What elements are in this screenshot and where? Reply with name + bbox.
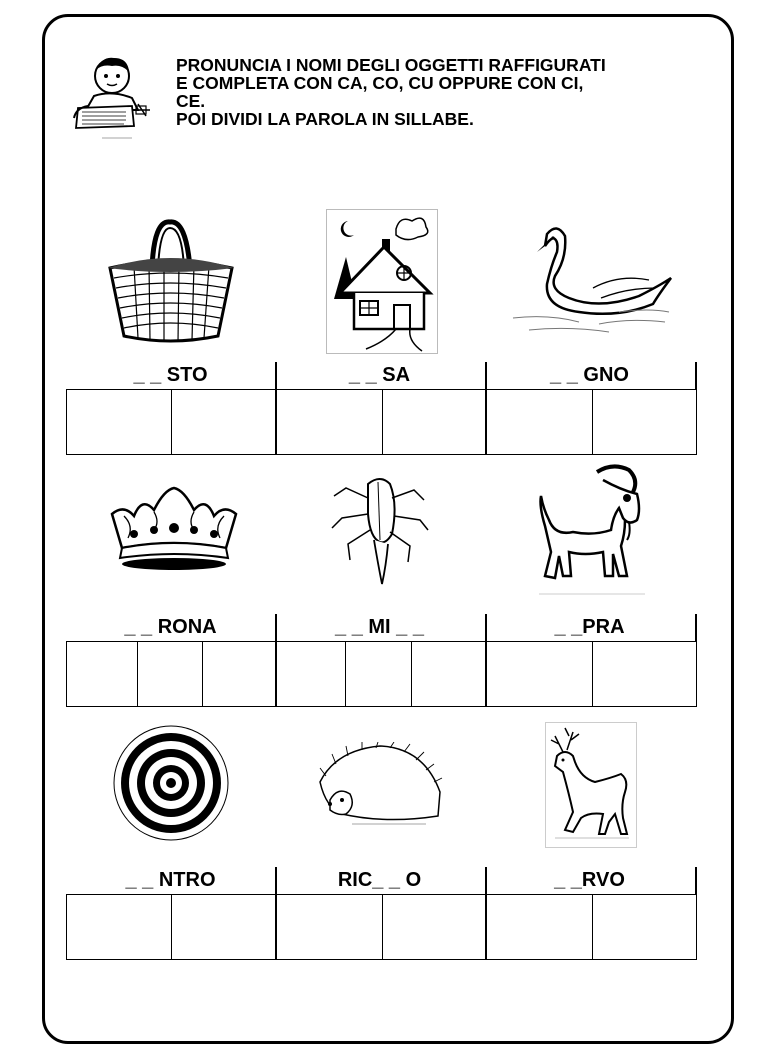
syllable-grid [66, 389, 697, 455]
syllable-cell-divider [345, 642, 346, 706]
swan-icon [509, 218, 674, 338]
word-divider [275, 642, 277, 706]
word-prompt: RIC_ _ O [337, 869, 422, 891]
word-prompt: _ _ GNO [550, 364, 629, 386]
crown-icon [104, 486, 244, 576]
column-divider [485, 867, 487, 895]
word-divider [485, 895, 487, 959]
syllable-cell-divider [382, 390, 383, 454]
instruction-line-3: CE. [176, 91, 206, 111]
syllable-cell-divider [137, 642, 138, 706]
instruction-line-1: PRONUNCIA I NOMI DEGLI OGGETTI RAFFIGURATI [176, 55, 606, 75]
boy-writing-icon [72, 48, 152, 143]
syllable-grid [66, 641, 697, 707]
word-prompt: _ _ NTRO [125, 869, 216, 891]
target-icon [112, 724, 230, 842]
word-prompt: _ _ SA [348, 364, 411, 386]
syllable-cell-divider [592, 390, 593, 454]
syllable-cell-divider [411, 642, 412, 706]
column-divider [275, 867, 277, 895]
deer-icon [545, 722, 637, 848]
word-prompt: _ _RVO [554, 869, 625, 891]
word-prompt: _ _ STO [133, 364, 208, 386]
word-prompt: _ _PRA [554, 616, 625, 638]
word-divider [485, 390, 487, 454]
syllable-cell-divider [202, 642, 203, 706]
column-divider [695, 362, 697, 390]
beetle-icon [328, 474, 434, 594]
column-divider [275, 614, 277, 642]
syllable-cell-divider [171, 390, 172, 454]
syllable-cell-divider [592, 642, 593, 706]
word-divider [275, 895, 277, 959]
syllable-grid [66, 894, 697, 960]
syllable-cell-divider [592, 895, 593, 959]
word-divider [485, 642, 487, 706]
column-divider [695, 867, 697, 895]
syllable-cell-divider [171, 895, 172, 959]
hedgehog-icon [316, 742, 444, 830]
instruction-line-4: POI DIVIDI LA PAROLA IN SILLABE. [176, 109, 474, 129]
instructions-text [176, 56, 694, 128]
word-prompt: _ _ MI _ _ [335, 616, 424, 638]
column-divider [485, 614, 487, 642]
house-icon [326, 209, 438, 354]
basket-icon [104, 218, 236, 346]
column-divider [275, 362, 277, 390]
column-divider [485, 362, 487, 390]
word-prompt: _ _ RONA [124, 616, 217, 638]
word-divider [275, 390, 277, 454]
instruction-line-2: E COMPLETA CON CA, CO, CU OPPURE CON CI, [176, 73, 584, 93]
syllable-cell-divider [382, 895, 383, 959]
goat-icon [533, 460, 651, 606]
column-divider [695, 614, 697, 642]
